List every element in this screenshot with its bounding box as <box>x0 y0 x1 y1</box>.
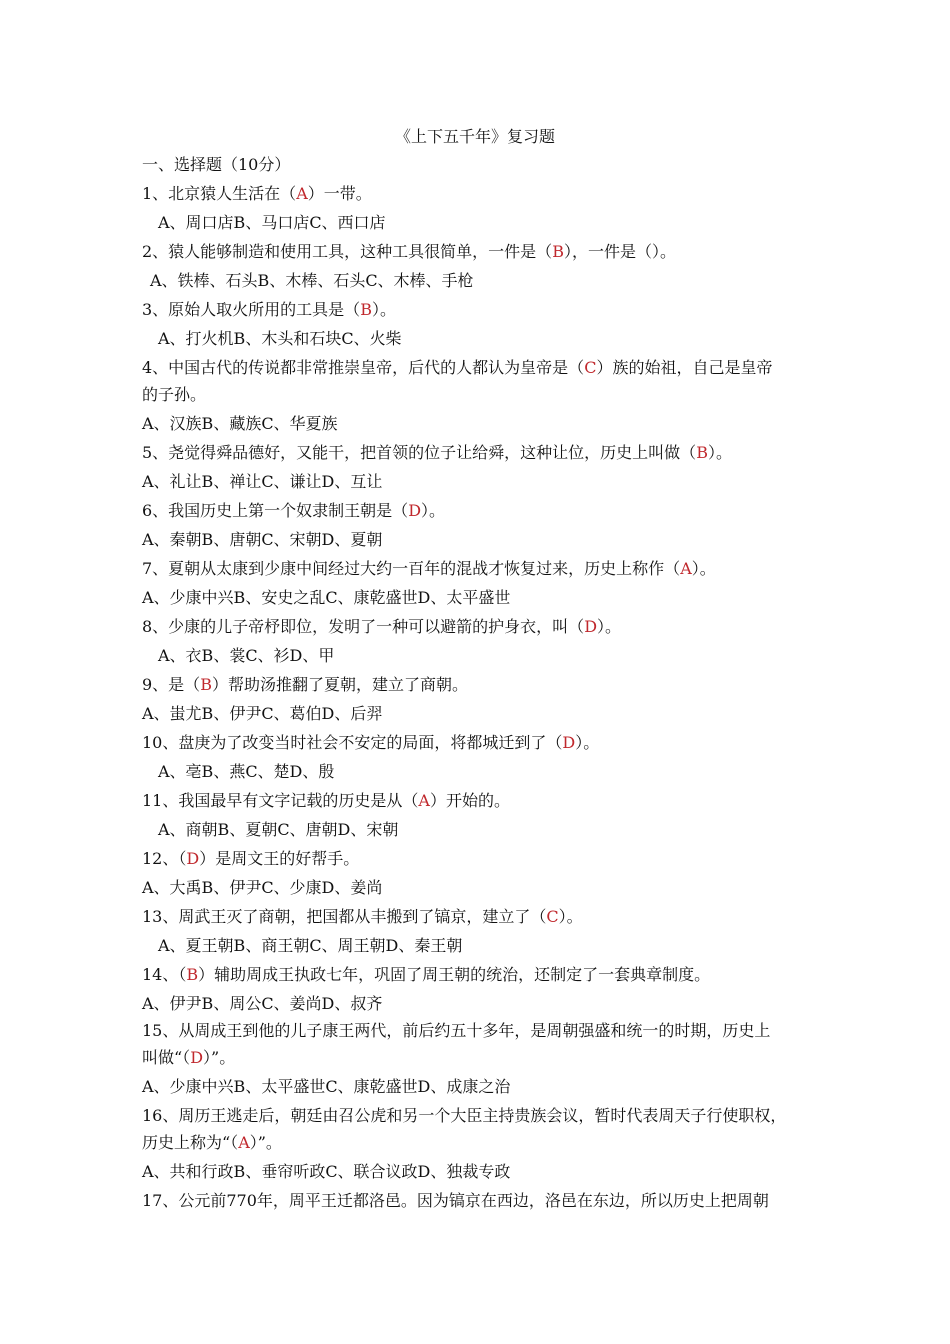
answer-mark: A <box>680 559 692 578</box>
answer-mark: C <box>546 907 559 926</box>
line-text-tail: ）”。 <box>249 1133 282 1152</box>
line-text: 叫做“（ <box>142 1048 191 1067</box>
options-line <box>158 643 334 669</box>
line-text-tail: ）”。 <box>203 1048 236 1067</box>
line-text: A、打火机B、木头和石块C、火柴 <box>158 329 402 348</box>
question-line <box>142 181 372 207</box>
line-text-tail: ）。 <box>421 501 446 520</box>
question-line <box>142 1045 235 1071</box>
line-text-tail: ）。 <box>575 733 600 752</box>
line-text: 11、我国最早有文字记载的历史是从（ <box>142 791 419 810</box>
question-line <box>142 846 359 872</box>
answer-mark: A <box>296 184 308 203</box>
question-line <box>142 556 716 582</box>
answer-mark: D <box>190 1048 204 1067</box>
line-text: 历史上称为“（ <box>142 1133 239 1152</box>
line-text-tail: ）开始的。 <box>429 791 510 810</box>
line-text-tail: ）一带。 <box>307 184 372 203</box>
line-text: A、衣B、裳C、衫D、甲 <box>158 646 335 665</box>
line-text-tail: ）。 <box>371 300 396 319</box>
question-line <box>142 382 206 408</box>
line-text: 的子孙。 <box>142 385 207 404</box>
line-text: 7、夏朝从太康到少康中间经过大约一百年的混战才恢复过来，历史上称作（ <box>142 559 681 578</box>
line-text: 5、尧觉得舜品德好，又能干，把首领的位子让给舜，这种让位，历史上叫做（ <box>142 443 697 462</box>
answer-mark: B <box>200 675 212 694</box>
options-line <box>142 875 382 901</box>
line-text: 10、盘庚为了改变当时社会不安定的局面，将都城迁到了（ <box>142 733 563 752</box>
line-text: A、亳B、燕C、楚D、殷 <box>158 762 335 781</box>
options-line <box>142 585 510 611</box>
line-text: 2、猿人能够制造和使用工具，这种工具很简单，一件是（ <box>142 242 553 261</box>
question-line <box>142 730 599 756</box>
line-text: A、蚩尤B、伊尹C、葛伯D、后羿 <box>142 704 383 723</box>
answer-mark: B <box>552 242 564 261</box>
options-line <box>142 701 382 727</box>
line-text-tail: ）。 <box>707 443 732 462</box>
line-text: A、商朝B、夏朝C、唐朝D、宋朝 <box>158 820 399 839</box>
options-line <box>158 759 334 785</box>
answer-mark: C <box>584 358 597 377</box>
line-text-tail: ），一件是（）。 <box>563 242 676 261</box>
line-text: A、共和行政B、垂帘听政C、联合议政D、独裁专政 <box>142 1162 511 1181</box>
options-line <box>142 469 382 495</box>
options-line <box>142 991 382 1017</box>
line-text-tail: ）是周文王的好帮手。 <box>199 849 360 868</box>
line-text: 4、中国古代的传说都非常推崇皇帝，后代的人都认为皇帝是（ <box>142 358 585 377</box>
line-text: 16、周历王逃走后，朝廷由召公虎和另一个大臣主持贵族会议，暂时代表周天子行使职权， <box>142 1106 787 1125</box>
question-line <box>142 1103 786 1129</box>
question-line <box>142 904 583 930</box>
question-line <box>142 614 621 640</box>
options-line <box>142 1159 510 1185</box>
question-line <box>142 672 468 698</box>
options-line <box>150 268 474 294</box>
line-text-tail: ）帮助汤推翻了夏朝，建立了商朝。 <box>211 675 468 694</box>
line-text: A、礼让B、禅让C、谦让D、互让 <box>142 472 383 491</box>
line-text: 15、从周成王到他的儿子康王两代，前后约五十多年，是周朝强盛和统一的时期，历史上 <box>142 1021 771 1040</box>
line-text: A、少康中兴B、太平盛世C、康乾盛世D、成康之治 <box>142 1077 511 1096</box>
answer-mark: B <box>360 300 372 319</box>
answer-mark: D <box>562 733 576 752</box>
answer-mark: D <box>186 849 200 868</box>
line-text-tail: ）。 <box>691 559 716 578</box>
answer-mark: B <box>186 965 199 984</box>
options-line <box>142 527 382 553</box>
line-text: A、大禹B、伊尹C、少康D、姜尚 <box>142 878 383 897</box>
line-text: A、伊尹B、周公C、姜尚D、叔齐 <box>142 994 383 1013</box>
line-text: A、周口店B、马口店C、西口店 <box>158 213 386 232</box>
options-line <box>158 326 402 352</box>
line-text: 14、（ <box>142 965 187 984</box>
line-text: A、铁棒、石头B、木棒、石头C、木棒、手枪 <box>150 271 474 290</box>
question-line <box>142 355 772 381</box>
line-text: A、少康中兴B、安史之乱C、康乾盛世D、太平盛世 <box>142 588 511 607</box>
line-text-tail: ）。 <box>558 907 583 926</box>
line-text: 13、周武王灭了商朝，把国都从丰搬到了镐京，建立了（ <box>142 907 547 926</box>
line-text: 8、少康的儿子帝杼即位，发明了一种可以避箭的护身衣，叫（ <box>142 617 585 636</box>
line-text: 9、是（ <box>142 675 201 694</box>
line-text: A、夏王朝B、商王朝C、周王朝D、秦王朝 <box>158 936 463 955</box>
question-line <box>142 440 732 466</box>
line-text-tail: ）族的始祖，自己是皇帝 <box>596 358 773 377</box>
question-line <box>142 1130 282 1156</box>
options-line <box>158 210 386 236</box>
line-text: 17、公元前770年，周平王迁都洛邑。因为镐京在西边，洛邑在东边，所以历史上把周朝 <box>142 1191 769 1210</box>
question-line <box>142 788 510 814</box>
answer-mark: A <box>418 791 430 810</box>
line-text: 6、我国历史上第一个奴隶制王朝是（ <box>142 501 409 520</box>
answer-mark: D <box>408 501 422 520</box>
line-text: A、汉族B、藏族C、华夏族 <box>142 414 338 433</box>
question-line <box>142 962 710 988</box>
answer-mark: D <box>584 617 598 636</box>
question-line <box>142 1018 770 1044</box>
line-text: 1、北京猿人生活在（ <box>142 184 297 203</box>
options-line <box>142 1074 510 1100</box>
options-line <box>158 933 462 959</box>
line-text: 12、（ <box>142 849 187 868</box>
question-line <box>142 498 445 524</box>
question-line <box>142 297 396 323</box>
line-text-tail: ）辅助周成王执政七年，巩固了周王朝的统治，还制定了一套典章制度。 <box>198 965 711 984</box>
answer-mark: B <box>696 443 708 462</box>
question-line <box>142 1188 769 1214</box>
options-line <box>142 411 338 437</box>
line-text: 3、原始人取火所用的工具是（ <box>142 300 361 319</box>
document-title: 《上下五千年》复习题 <box>394 127 555 146</box>
line-text-tail: ）。 <box>597 617 622 636</box>
answer-mark: A <box>238 1133 250 1152</box>
line-text: A、秦朝B、唐朝C、宋朝D、夏朝 <box>142 530 383 549</box>
question-line <box>142 239 676 265</box>
section-heading: 一、选择题（10分） <box>142 155 291 174</box>
options-line <box>158 817 398 843</box>
